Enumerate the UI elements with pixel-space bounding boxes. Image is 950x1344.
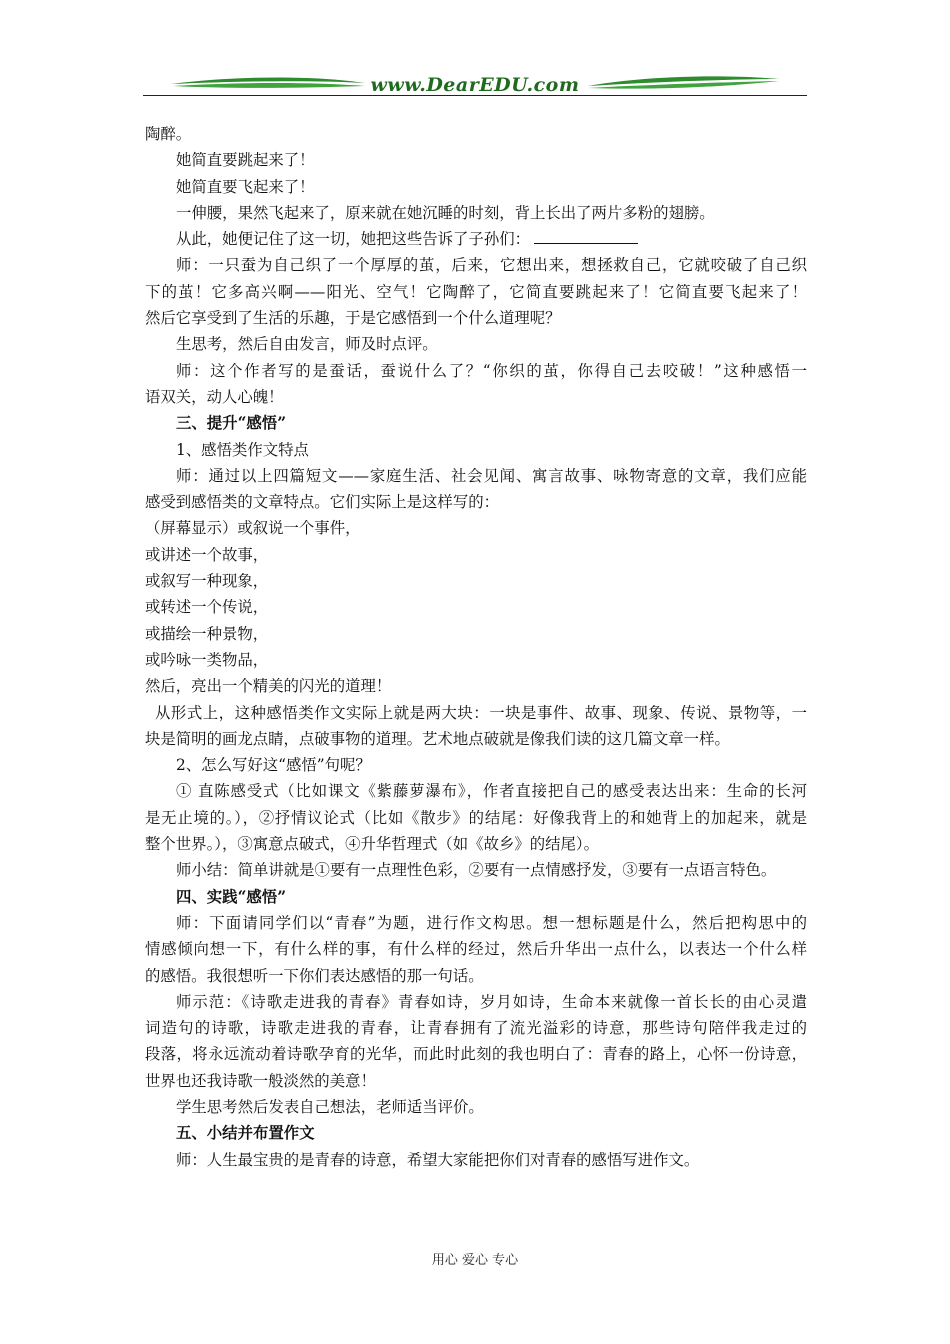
page-footer: 用心 爱心 专心: [431, 1253, 519, 1268]
text-line: 块是简明的画龙点睛，点破事物的道理。艺术地点破就是像我们读的这几篇文章一样。: [145, 729, 730, 748]
text-line-with-blank: [145, 226, 807, 252]
text-line: 然后，亮出一个精美的闪光的道理！: [145, 677, 392, 696]
text-line: 情感倾向想一下，有什么样的事，有什么样的经过，然后升华出一点什么，以表达一个什么样: [145, 940, 807, 959]
text-line: 一伸腰，果然飞起来了，原来就在她沉睡的时刻，背上长出了两片多粉的翅膀。: [176, 203, 715, 222]
text-line: 师：通过以上四篇短文——家庭生活、社会见闻、寓言故事、咏物寄意的文章，我们应能: [176, 466, 807, 485]
text-line: （屏幕显示）或叙说一个事件，: [145, 519, 361, 538]
text-line: 师：这个作者写的是蚕话，蚕说什么了？“你织的茧，你得自己去咬破！”这种感悟一: [176, 361, 807, 380]
text-line: 陶醉。: [145, 125, 192, 143]
text-line: 的感悟。我很想听一下你们表达感悟的那一句话。: [145, 966, 484, 985]
header-rule: [143, 95, 807, 96]
text-line: 从此，她便记住了这一切，她把这些告诉了子孙们：: [176, 230, 530, 249]
text-line: 整个世界。），③寓意点破式，④升华哲理式（如《故乡》的结尾）。: [145, 835, 600, 854]
text-line: 师：一只蚕为自己织了一个厚厚的茧，后来，它想出来，想拯救自己，它就咬破了自己织: [176, 256, 807, 275]
text-line: 是无止境的。），②抒情议论式（比如《散步》的结尾：好像我背上的和她背上的加起来，就是: [145, 808, 807, 827]
site-logo-text: www.DearEDU.com: [370, 74, 580, 96]
subsection-heading: 2、怎么写好这“感悟”句呢？: [176, 756, 371, 775]
text-line: 世界也还我诗歌一般淡然的美意！: [145, 1071, 376, 1090]
page-header: [143, 70, 807, 100]
text-line: 然后它享受到了生活的乐趣，于是它感悟到一个什么道理呢？: [145, 309, 561, 328]
text-line: 词造句的诗歌，诗歌走进我的青春，让青春拥有了流光溢彩的诗意，那些诗句陪伴我走过的: [145, 1019, 807, 1038]
text-line: 从形式上，这种感悟类作文实际上就是两大块：一块是事件、故事、现象、传说、景物等，一: [155, 703, 807, 722]
text-line: 或转述一个传说，: [145, 598, 269, 617]
text-line: 或描绘一种景物，: [145, 624, 269, 643]
text-line: ① 直陈感受式（比如课文《紫藤萝瀑布》，作者直接把自己的感受表达出来：生命的长河: [176, 782, 807, 801]
text-line: 或吟咏一类物品，: [145, 650, 269, 669]
text-line: 师小结：简单讲就是①要有一点理性色彩，②要有一点情感抒发，③要有一点语言特色。: [176, 861, 777, 880]
text-line: 下的茧！它多高兴啊——阳光、空气！它陶醉了，它简直要跳起来了！它简直要飞起来了！: [145, 282, 807, 301]
text-line: 师：人生最宝贵的是青春的诗意，希望大家能把你们对青春的感悟写进作文。: [176, 1150, 700, 1169]
text-line: 师：下面请同学们以“青春”为题，进行作文构思。想一想标题是什么，然后把构思中的: [176, 913, 807, 932]
fill-in-blank: [534, 226, 638, 244]
text-line: 生思考，然后自由发言，师及时点评。: [176, 335, 438, 354]
text-line: 感受到感悟类的文章特点。它们实际上是这样写的：: [145, 493, 499, 512]
text-line: 她简直要飞起来了！: [176, 177, 315, 196]
text-line: 或叙写一种现象，: [145, 572, 269, 591]
text-line: 段落，将永远流动着诗歌孕育的光华，而此时此刻的我也明白了：青春的路上，心怀一份诗意，: [145, 1045, 807, 1064]
text-line: 学生思考然后发表自己想法，老师适当评价。: [176, 1097, 484, 1116]
text-line: 她简直要跳起来了！: [176, 151, 315, 170]
section-heading: 五、小结并布置作文: [176, 1124, 315, 1143]
text-line: 或讲述一个故事，: [145, 545, 269, 564]
text-line: 师示范：《诗歌走进我的青春》青春如诗，岁月如诗，生命本来就像一首长长的由心灵遣: [176, 992, 807, 1011]
document-body: [145, 121, 807, 1173]
section-heading: 四、实践“感悟”: [176, 887, 287, 906]
text-line: 语双关，动人心魄！: [145, 387, 284, 406]
section-heading: 三、提升“感悟”: [176, 414, 287, 433]
subsection-heading: 1、感悟类作文特点: [176, 440, 309, 459]
